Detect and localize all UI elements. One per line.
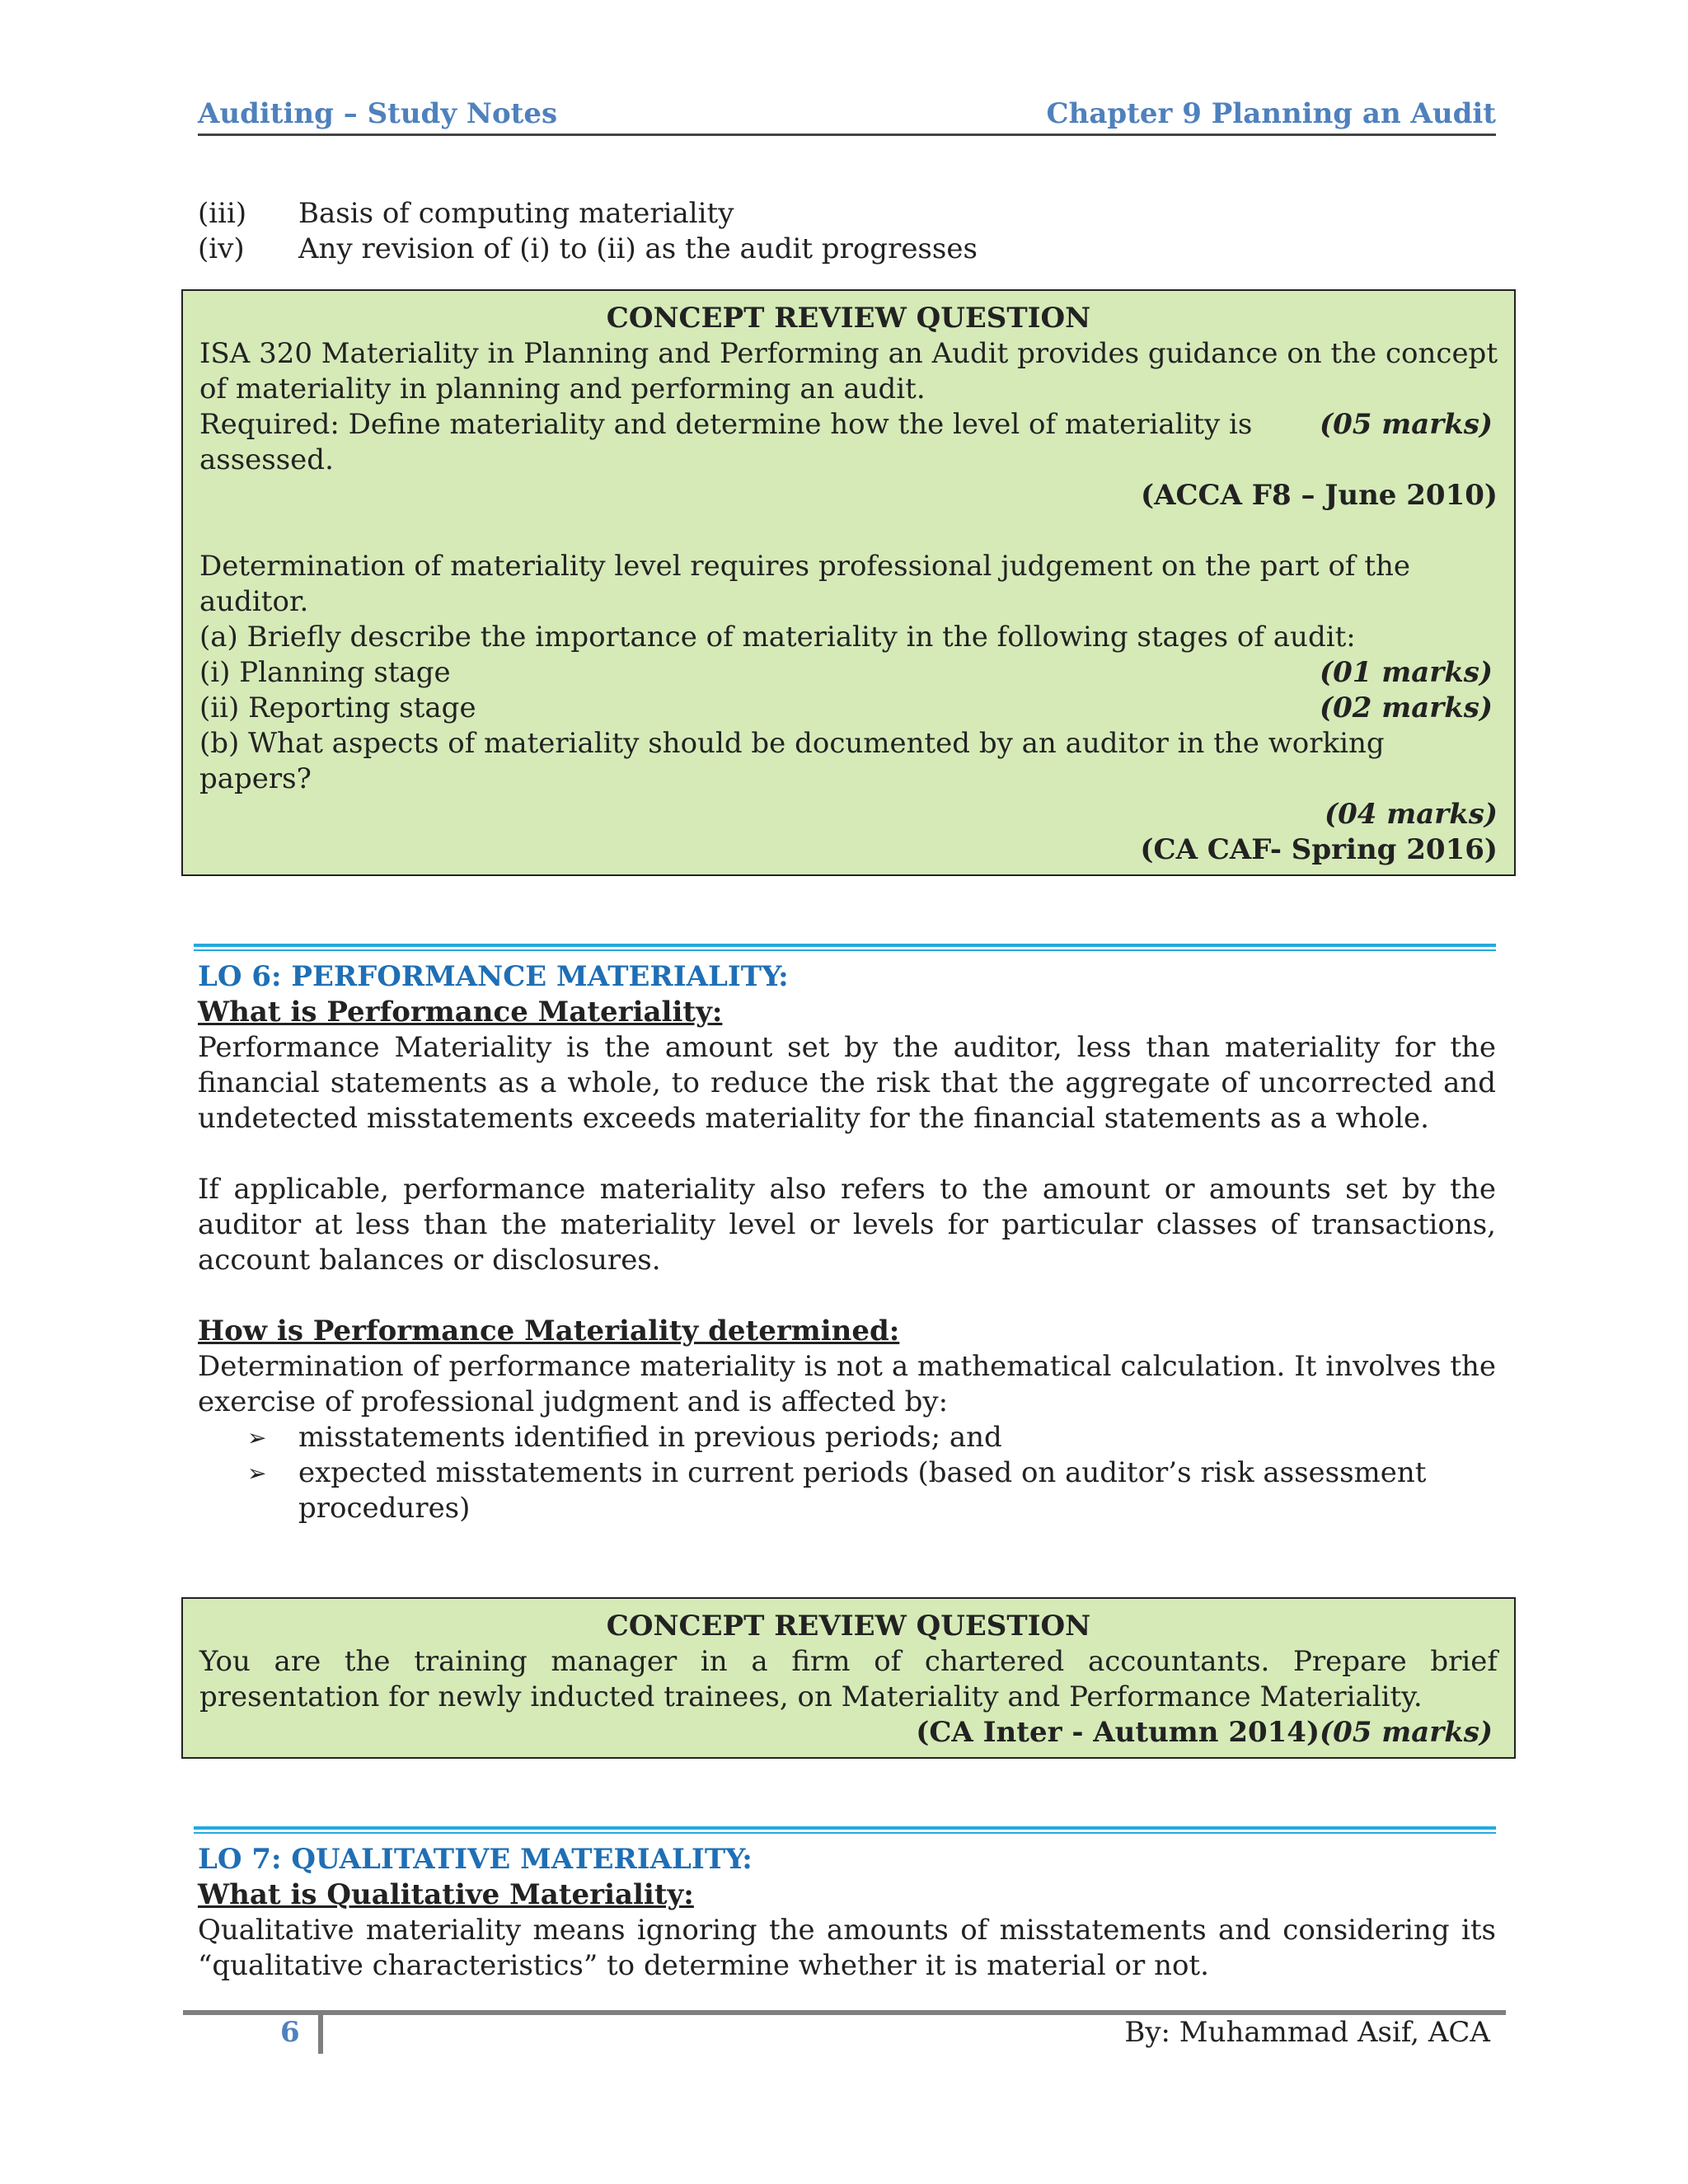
subheading: What is Qualitative Materiality: <box>198 1878 694 1911</box>
marks-label: (04 marks) <box>1325 798 1498 831</box>
page-content <box>198 196 1496 1984</box>
body-paragraph: If applicable, performance materiality also refers to the amount or amounts set by the auditor at less than the materiality level or levels for particular classes of transactions, account balances or disclosures. <box>198 1173 1496 1277</box>
section-title: LO 7: QUALITATIVE MATERIALITY: <box>198 1843 753 1876</box>
arrowhead-bullet-icon: ➢ <box>247 1460 267 1487</box>
required-text: Required: Define materiality and determine how the level of materiality is assessed. <box>199 408 1253 476</box>
author-credit: By: Muhammad Asif, ACA <box>1124 2016 1490 2049</box>
question-part-b: (b) What aspects of materiality should be documented by an auditor in the working papers? <box>199 727 1385 795</box>
header-left-title: Auditing – Study Notes <box>198 97 558 130</box>
part-a-i-text: (i) Planning stage <box>199 656 451 689</box>
bullet-text: expected misstatements in current periods (based on auditor’s risk assessment procedures) <box>298 1456 1427 1525</box>
body-paragraph: Determination of performance materiality is not a mathematical calculation. It involves the exercise of professional judgment and is affected by: <box>198 1350 1496 1418</box>
question-source: (CA CAF- Spring 2016) <box>1140 833 1498 866</box>
part-a-ii-row <box>199 691 1498 726</box>
list-item <box>198 232 1496 267</box>
header-right-chapter: Chapter 9 Planning an Audit <box>1046 97 1496 130</box>
section-divider <box>194 1826 1496 1834</box>
marks-label: (05 marks) <box>1320 1716 1493 1749</box>
list-item <box>198 196 1496 232</box>
arrowhead-bullet-icon: ➢ <box>247 1424 267 1451</box>
footer-divider <box>318 2013 323 2054</box>
bullet-text: misstatements identified in previous periods; and <box>298 1421 1002 1454</box>
list-item-text: Basis of computing materiality <box>298 197 734 230</box>
list-item-number: (iii) <box>198 197 247 230</box>
question-paragraph: Determination of materiality level requires professional judgement on the part of the auditor. <box>199 550 1411 618</box>
concept-review-box-2 <box>181 1597 1516 1759</box>
running-header <box>198 97 1496 136</box>
bullet-list <box>198 1420 1496 1526</box>
list-item-number: (iv) <box>198 232 245 265</box>
required-row <box>199 407 1498 478</box>
box-title: CONCEPT REVIEW QUESTION <box>606 1610 1091 1643</box>
question-paragraph: ISA 320 Materiality in Planning and Performing an Audit provides guidance on the concept of materiality in planning and performing an audit. <box>199 337 1498 405</box>
list-item-text: Any revision of (i) to (ii) as the audit progresses <box>298 232 978 265</box>
lo6-section <box>198 959 1496 1526</box>
list-item <box>198 1420 1496 1455</box>
intro-list <box>198 196 1496 267</box>
lo7-section <box>198 1842 1496 1984</box>
page-number: 6 <box>280 2016 300 2049</box>
part-a-ii-text: (ii) Reporting stage <box>199 691 476 724</box>
section-divider <box>194 944 1496 951</box>
subheading: What is Performance Materiality: <box>198 996 723 1029</box>
concept-review-box-1 <box>181 289 1516 876</box>
marks-label: (02 marks) <box>1320 691 1493 724</box>
marks-label: (01 marks) <box>1320 656 1493 689</box>
body-paragraph: Performance Materiality is the amount set by the auditor, less than materiality for the financial statements as a whole, to reduce the risk that the aggregate of uncorrected and undetected misstatements exceeds materiality for the financial statements as a whole. <box>198 1031 1496 1135</box>
list-item <box>198 1455 1496 1526</box>
question-part-a: (a) Briefly describe the importance of materiality in the following stages of audit: <box>199 621 1356 654</box>
question-source: (CA Inter - Autumn 2014) <box>916 1716 1320 1749</box>
question-source: (ACCA F8 – June 2010) <box>1141 479 1498 512</box>
marks-label: (05 marks) <box>1320 408 1493 441</box>
body-paragraph: Qualitative materiality means ignoring the amounts of misstatements and considering its “qualitative characteristics” to determine whether it is material or not. <box>198 1914 1496 1982</box>
part-a-i-row <box>199 655 1498 691</box>
section-title: LO 6: PERFORMANCE MATERIALITY: <box>198 960 789 993</box>
question-text: You are the training manager in a firm of chartered accountants. Prepare brief presentation for newly inducted trainees, on Materiality and Performance Materiality. <box>199 1645 1498 1713</box>
box-title: CONCEPT REVIEW QUESTION <box>606 302 1091 335</box>
footer-rule <box>183 2010 1506 2015</box>
subheading: How is Performance Materiality determined: <box>198 1315 900 1347</box>
